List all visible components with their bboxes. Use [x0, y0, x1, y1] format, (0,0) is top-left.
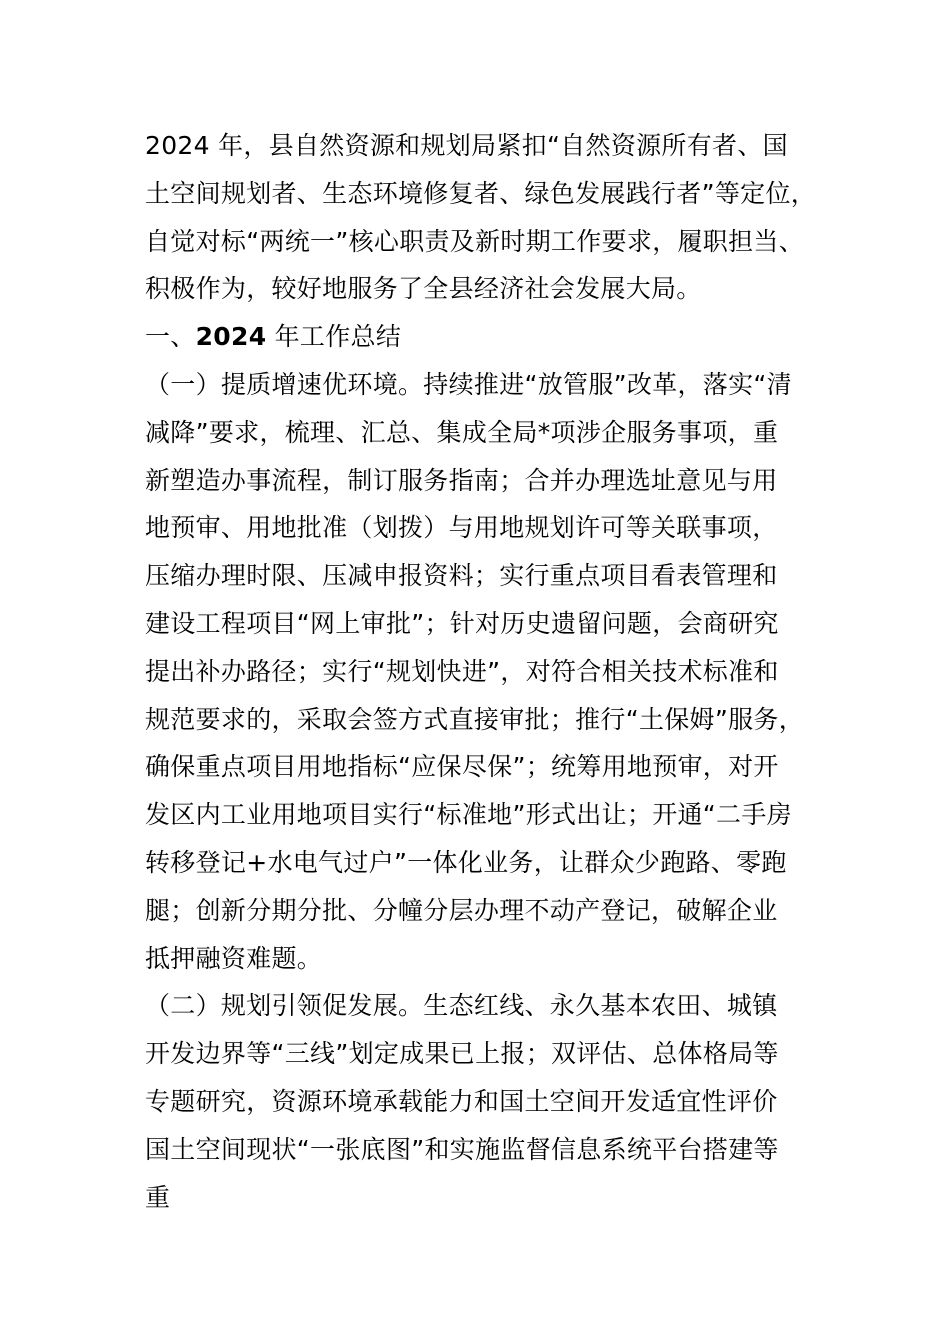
section-heading	[145, 313, 835, 361]
text-line: 发区内工业用地项目实行“标准地”形式出让；开通“二手房	[145, 800, 792, 830]
text-line: 建设工程项目“网上审批”；针对历史遗留问题，会商研究	[145, 608, 779, 638]
section-title: 年工作总结	[266, 322, 402, 352]
section-number: 一、	[145, 322, 196, 352]
text-line: 土空间规划者、生态环境修复者、绿色发展践行者”等定位，	[145, 178, 817, 208]
text-line: 自觉对标“两统一”核心职责及新时期工作要求，履职担当、	[145, 226, 805, 256]
text-line: 减降”要求，梳理、汇总、集成全局*项涉企服务事项，重	[145, 417, 779, 447]
text-line: （二）规划引领促发展。生态红线、永久基本农田、城镇	[145, 991, 778, 1021]
text-line: 压缩办理时限、压减申报资料；实行重点项目看表管理和	[145, 561, 778, 591]
text-line: （一）提质增速优环境。持续推进“放管服”改革，落实“清	[145, 369, 792, 399]
text-line: 转移登记+水电气过户”一体化业务，让群众少跑路、零跑	[145, 847, 787, 877]
text-line: 开发边界等“三线”划定成果已上报；双评估、总体格局等	[145, 1039, 779, 1069]
text-line: 国土空间现状“一张底图”和实施监督信息系统平台搭建等	[145, 1134, 779, 1164]
text-line: 抵押融资难题。	[145, 943, 323, 973]
text-line: 积极作为，较好地服务了全县经济社会发展大局。	[145, 274, 702, 304]
text-line: 专题研究，资源环境承载能力和国土空间开发适宜性评价	[145, 1086, 778, 1116]
text-line: 提出补办路径；实行“规划快进”，对符合相关技术标准和	[145, 656, 779, 686]
text-line: 2024 年，县自然资源和规划局紧扣“自然资源所有者、国	[145, 131, 788, 160]
text-line: 地预审、用地批准（划拨）与用地规划许可等关联事项，	[145, 513, 778, 543]
item-1-paragraph	[145, 361, 835, 982]
document-page	[145, 122, 835, 1221]
text-line: 确保重点项目用地指标“应保尽保”；统筹用地预审，对开	[145, 752, 779, 782]
intro-paragraph	[145, 122, 835, 313]
section-year: 2024	[195, 322, 267, 352]
text-line: 腿；创新分期分批、分幢分层办理不动产登记，破解企业	[145, 895, 778, 925]
text-line: 新塑造办事流程，制订服务指南；合并办理选址意见与用	[145, 465, 778, 495]
text-line: 规范要求的，采取会签方式直接审批；推行“土保姆”服务，	[145, 704, 805, 734]
text-line: 重	[145, 1182, 171, 1212]
section-heading-line	[145, 313, 835, 361]
item-2-paragraph	[145, 982, 835, 1221]
